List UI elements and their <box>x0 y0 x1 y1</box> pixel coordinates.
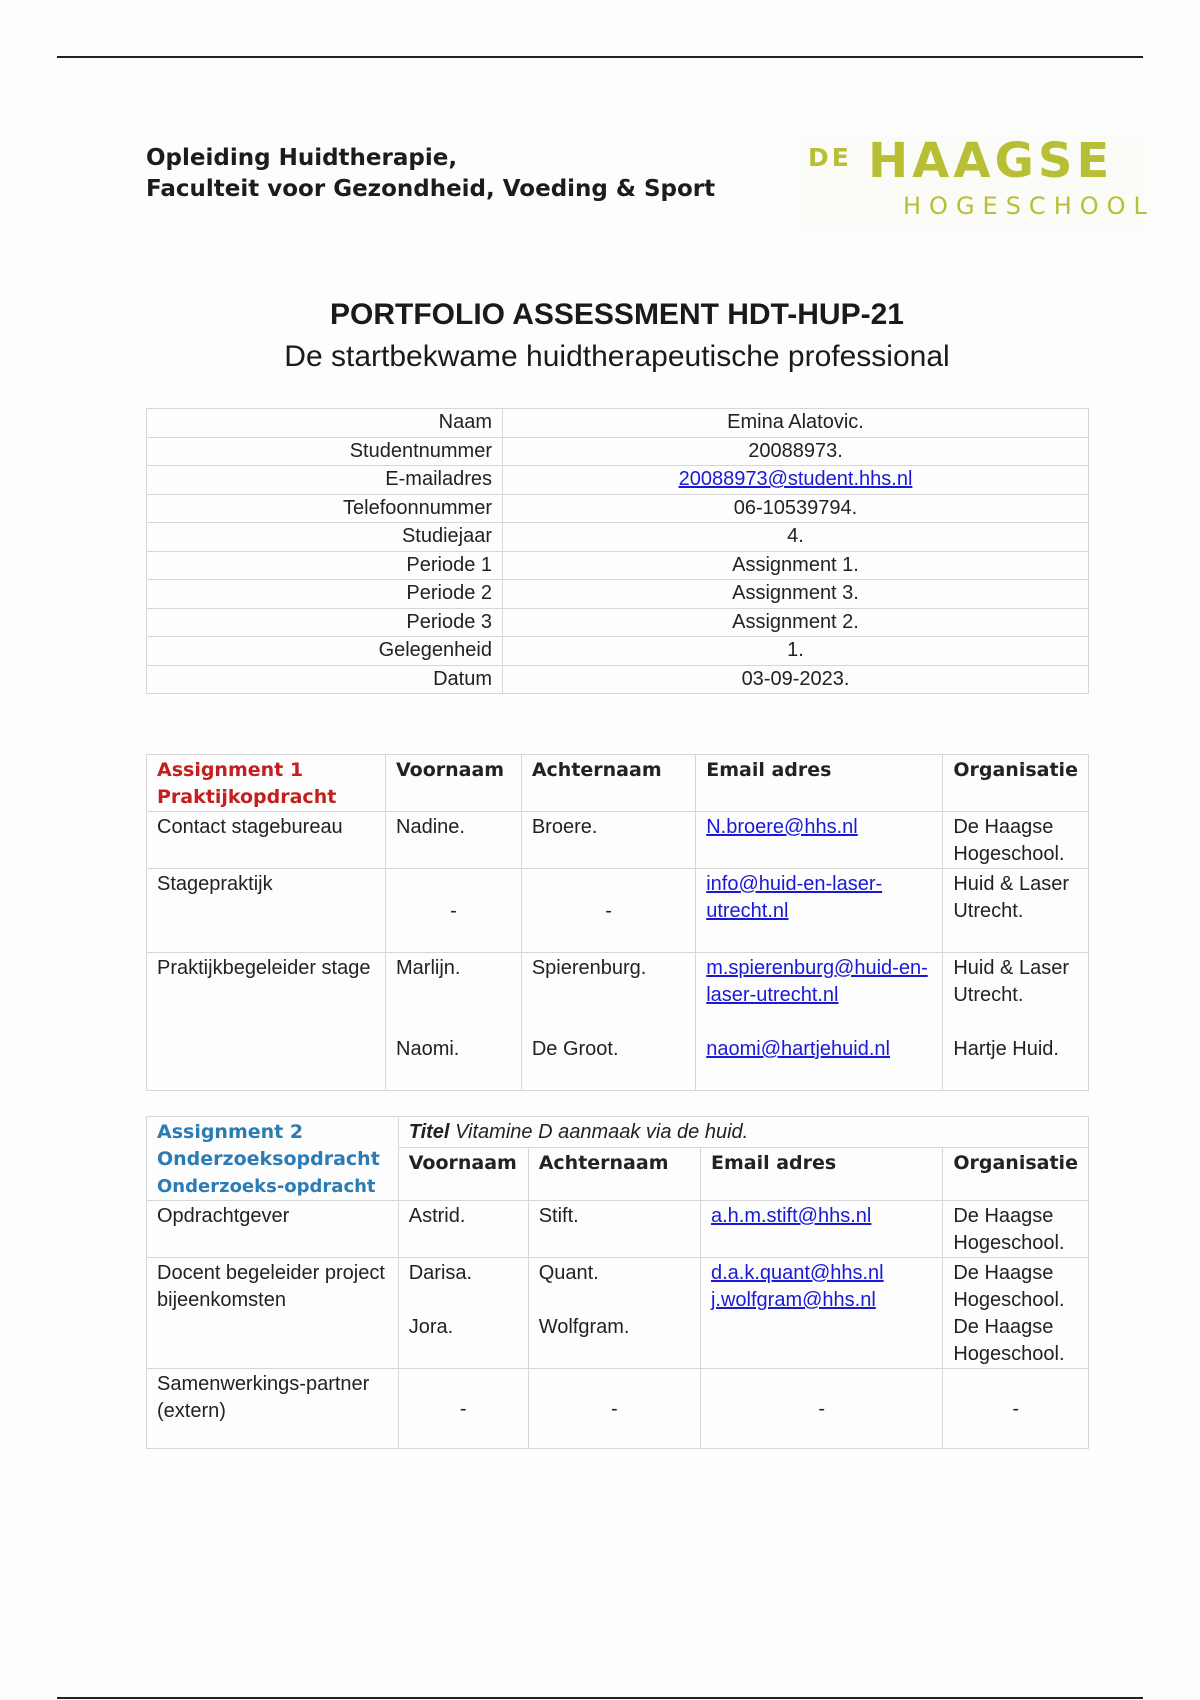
info-value: 03-09-2023. <box>503 665 1089 694</box>
organisation: De Haagse Hogeschool. <box>953 1316 1065 1365</box>
assignment-2-subtitle: Onderzoeksopdracht <box>157 1148 380 1170</box>
email-link[interactable]: m.spierenburg@huid-en-laser-utrecht.nl <box>706 957 928 1006</box>
info-value: Assignment 2. <box>503 608 1089 637</box>
last-name-cell: - <box>528 1369 700 1449</box>
first-name: Marlijn. <box>396 957 461 979</box>
email-cell <box>696 812 943 869</box>
email-link[interactable]: info@huid-en-laser-utrecht.nl <box>706 873 883 922</box>
logo-hogeschool: HOGESCHOOL <box>903 192 1155 220</box>
col-header-voornaam: Voornaam <box>398 1147 528 1200</box>
page-subtitle: De startbekwame huidtherapeutische professional <box>284 340 950 373</box>
assignment-2-title: Assignment 2 <box>157 1121 304 1143</box>
info-value: 1. <box>503 637 1089 666</box>
col-header-organisatie: Organisatie <box>943 1147 1089 1200</box>
last-name-cell <box>521 953 695 1091</box>
assignment-1-subtitle: Praktijkopdracht <box>157 786 337 808</box>
first-name: Jora. <box>408 1316 454 1338</box>
institute-heading <box>146 143 715 205</box>
table-row <box>147 494 1089 523</box>
info-value: Assignment 3. <box>503 580 1089 609</box>
first-name: Darisa. <box>408 1262 473 1284</box>
email-cell <box>696 869 943 953</box>
organisation: Hartje Huid. <box>953 1038 1059 1060</box>
logo-de: DE <box>808 143 852 172</box>
info-label: Studentnummer <box>147 437 503 466</box>
assignment-2-titel <box>398 1117 1088 1148</box>
role-cell: Opdrachtgever <box>147 1201 399 1258</box>
assignment-1-title: Assignment 1 <box>157 759 304 781</box>
info-value: Assignment 1. <box>503 551 1089 580</box>
table-row <box>147 523 1089 552</box>
top-rule <box>57 56 1143 58</box>
table-row <box>147 665 1089 694</box>
logo-haagse: HAAGSE <box>868 133 1114 189</box>
info-value: Emina Alatovic. <box>503 409 1089 438</box>
table-row <box>147 1369 1089 1449</box>
email-link[interactable]: d.a.k.quant@hhs.nl <box>710 1262 884 1284</box>
col-header-email: Email adres <box>700 1147 942 1200</box>
assignment-2-table <box>146 1116 1089 1449</box>
info-label: Periode 3 <box>147 608 503 637</box>
info-label: Gelegenheid <box>147 637 503 666</box>
info-value: 4. <box>503 523 1089 552</box>
table-row <box>147 608 1089 637</box>
table-row <box>147 1258 1089 1369</box>
col-header-achternaam: Achternaam <box>528 1147 700 1200</box>
student-email-link[interactable]: 20088973@student.hhs.nl <box>678 468 913 491</box>
student-info-table <box>146 408 1089 694</box>
titel-label: Titel <box>408 1121 450 1143</box>
table-row <box>147 812 1089 869</box>
email-cell: - <box>700 1369 942 1449</box>
table-row <box>147 1201 1089 1258</box>
table-row <box>147 953 1089 1091</box>
info-label: Datum <box>147 665 503 694</box>
col-header-organisatie: Organisatie <box>943 755 1089 812</box>
role-cell: Stagepraktijk <box>147 869 386 953</box>
role-cell: Samenwerkings-partner (extern) <box>147 1369 399 1449</box>
email-link[interactable]: naomi@hartjehuid.nl <box>706 1038 890 1060</box>
last-name: Wolfgram. <box>538 1316 630 1338</box>
first-name-cell: - <box>398 1369 528 1449</box>
table-row <box>147 437 1089 466</box>
table-row <box>147 551 1089 580</box>
info-value: 20088973. <box>503 437 1089 466</box>
organisation-cell <box>943 1258 1089 1369</box>
table-row <box>147 580 1089 609</box>
titel-value: Vitamine D aanmaak via de huid. <box>455 1121 749 1143</box>
role-cell: Docent begeleider project bijeenkomsten <box>147 1258 399 1369</box>
role-cell: Praktijkbegeleider stage <box>147 953 386 1091</box>
organisation-cell: - <box>943 1369 1089 1449</box>
info-label: Periode 1 <box>147 551 503 580</box>
organisation-cell <box>943 953 1089 1091</box>
last-name-cell: Stift. <box>528 1201 700 1258</box>
email-cell <box>700 1201 942 1258</box>
last-name: De Groot. <box>531 1038 619 1060</box>
col-header-voornaam: Voornaam <box>386 755 522 812</box>
assignment-1-table <box>146 754 1089 1091</box>
first-name-cell <box>386 953 522 1091</box>
first-name-cell: Nadine. <box>386 812 522 869</box>
col-header-email: Email adres <box>696 755 943 812</box>
table-row <box>147 869 1089 953</box>
bottom-rule <box>57 1697 1143 1699</box>
institute-line-2: Faculteit voor Gezondheid, Voeding & Sport <box>146 176 716 202</box>
first-name-cell: Astrid. <box>398 1201 528 1258</box>
info-value: 06-10539794. <box>503 494 1089 523</box>
info-label: Naam <box>147 409 503 438</box>
last-name: Quant. <box>538 1262 599 1284</box>
institute-line-1: Opleiding Huidtherapie, <box>146 145 458 171</box>
role-cell: Contact stagebureau <box>147 812 386 869</box>
first-name: Naomi. <box>396 1038 460 1060</box>
organisation-cell: Huid & Laser Utrecht. <box>943 869 1089 953</box>
haagse-hogeschool-logo <box>800 133 1155 230</box>
email-link[interactable]: j.wolfgram@hhs.nl <box>710 1289 876 1311</box>
organisation: De Haagse Hogeschool. <box>953 1262 1065 1311</box>
info-label: E-mailadres <box>147 466 503 495</box>
table-title-row <box>147 1117 1089 1148</box>
email-link[interactable]: N.broere@hhs.nl <box>706 816 858 838</box>
email-cell <box>700 1258 942 1369</box>
last-name-cell: Broere. <box>521 812 695 869</box>
first-name-cell <box>398 1258 528 1369</box>
assignment-1-heading <box>147 755 386 812</box>
organisation: Huid & Laser Utrecht. <box>953 957 1069 1006</box>
assignment-2-heading <box>147 1117 399 1201</box>
table-header-row <box>147 755 1089 812</box>
info-label: Studiejaar <box>147 523 503 552</box>
info-label: Telefoonnummer <box>147 494 503 523</box>
email-cell <box>696 953 943 1091</box>
last-name: Spierenburg. <box>531 957 647 979</box>
info-value-cell <box>503 466 1089 495</box>
first-name-cell: - <box>386 869 522 953</box>
table-row <box>147 637 1089 666</box>
page-title: PORTFOLIO ASSESSMENT HDT-HUP-21 <box>330 298 904 331</box>
info-label: Periode 2 <box>147 580 503 609</box>
organisation-cell: De Haagse Hogeschool. <box>943 1201 1089 1258</box>
assignment-2-subtitle-alt: Onderzoeks-opdracht <box>157 1176 376 1197</box>
last-name-cell <box>528 1258 700 1369</box>
table-row <box>147 466 1089 495</box>
organisation-cell: De Haagse Hogeschool. <box>943 812 1089 869</box>
last-name-cell: - <box>521 869 695 953</box>
col-header-achternaam: Achternaam <box>521 755 695 812</box>
table-row <box>147 409 1089 438</box>
email-link[interactable]: a.h.m.stift@hhs.nl <box>710 1205 872 1227</box>
